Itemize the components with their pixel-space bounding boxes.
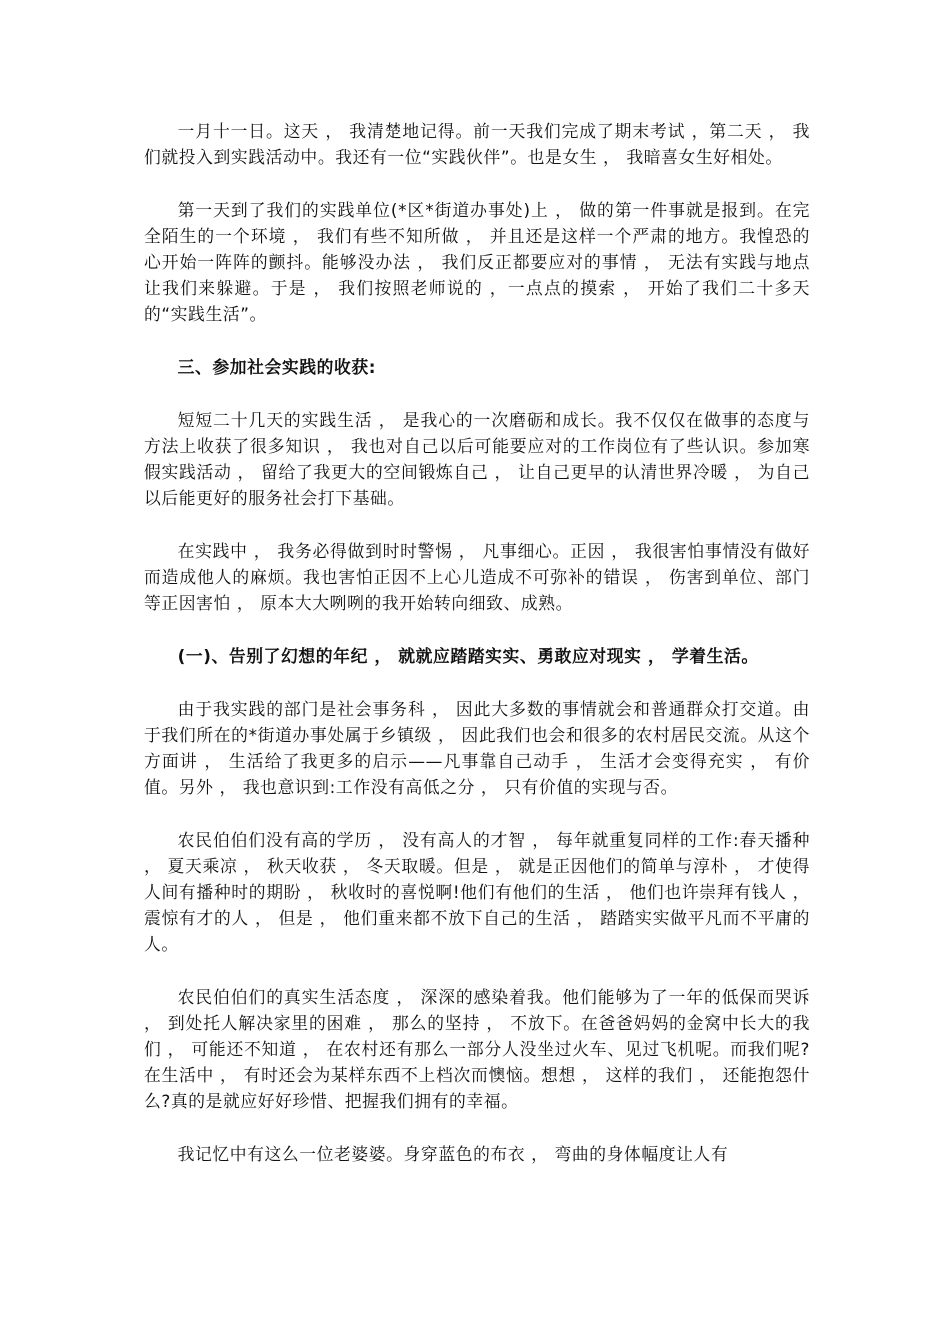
paragraph-gap: [144, 170, 810, 197]
paragraph-gap: [144, 380, 810, 407]
paragraph-gap: [144, 669, 810, 696]
paragraph-gap: [144, 327, 810, 354]
paragraph-1: 一月十一日。这天 ， 我清楚地记得。前一天我们完成了期末考试 ，第二天 ， 我们就投入到实践活动中。我还有一位“实践伙伴”。也是女生 ， 我暗喜女生好相处。: [144, 121, 810, 167]
paragraph-gap: [144, 616, 810, 643]
paragraph-10: 我记忆中有这么一位老婆婆。身穿蓝色的布衣 ， 弯曲的身体幅度让人有: [177, 1144, 729, 1164]
paragraph-5: 在实践中 ， 我务必得做到时时警惕 ， 凡事细心。正因 ， 我很害怕事情没有做好而造成他人的麻烦。我也害怕正因不上心儿造成不可弥补的错误 ， 伤害到单位、部门等正因害怕 ， 原本大大咧咧的我开始转向细致、成熟。: [144, 541, 810, 613]
document-page: [144, 118, 810, 1167]
paragraph-gap: [144, 957, 810, 984]
subsection-heading-1: (一)、告别了幻想的年纪 ， 就就应踏踏实实、勇敢应对现实 ， 学着生活。: [177, 646, 759, 666]
paragraph-2: 第一天到了我们的实践单位(*区*街道办事处)上 ， 做的第一件事就是报到。在完全陌生的一个环境 ， 我们有些不知所做 ， 并且还是这样一个严肃的地方。我惶恐的心开始一阵阵的颤抖。能够没办法 ， 我们反正都要应对的事情 ， 无法有实践与地点让我们来躲避。于是 ， 我们按照老师说的 ，一点点的摸索 ， 开始了我们二十多天的“实践生活”。: [144, 200, 810, 324]
paragraph-8: 农民伯伯们没有高的学历 ， 没有高人的才智 ， 每年就重复同样的工作:春天播种 ， 夏天乘凉 ， 秋天收获 ， 冬天取暖。但是 ， 就是正因他们的简单与淳朴 ， 才使得人间有播种时的期盼 ， 秋收时的喜悦啊!他们有他们的生活 ， 他们也许崇拜有钱人 ， 震惊有才的人 ， 但是 ， 他们重来都不放下自己的生活 ， 踏踏实实做平凡而不平庸的人。: [144, 830, 810, 954]
paragraph-9: 农民伯伯们的真实生活态度 ， 深深的感染着我。他们能够为了一年的低保而哭诉 ， 到处托人解决家里的困难 ， 那么的坚持 ， 不放下。在爸爸妈妈的金窝中长大的我们 ， 可能还不知道 ， 在农村还有那么一部分人没坐过火车、见过飞机呢。而我们呢?在生活中 ， 有时还会为某样东西不上档次而懊恼。想想 ， 这样的我们 ， 还能抱怨什么?真的是就应好好珍惜、把握我们拥有的幸福。: [144, 987, 810, 1111]
paragraph-4: 短短二十几天的实践生活 ， 是我心的一次磨砺和成长。我不仅仅在做事的态度与方法上收获了很多知识 ， 我也对自己以后可能要应对的工作岗位有了些认识。参加寒假实践活动 ， 留给了我更大的空间锻炼自己 ， 让自己更早的认清世界冷暖 ， 为自己以后能更好的服务社会打下基础。: [144, 410, 810, 508]
paragraph-7: 由于我实践的部门是社会事务科 ， 因此大多数的事情就会和普通群众打交道。由于我们所在的*街道办事处属于乡镇级 ， 因此我们也会和很多的农村居民交流。从这个方面讲 ， 生活给了我更多的启示——凡事靠自己动手 ， 生活才会变得充实 ， 有价值。另外 ， 我也意识到:工作没有高低之分 ， 只有价值的实现与否。: [144, 699, 810, 797]
paragraph-gap: [144, 1114, 810, 1141]
paragraph-gap: [144, 800, 810, 827]
section-heading-3: 三、参加社会实践的收获:: [177, 357, 377, 377]
paragraph-gap: [144, 511, 810, 538]
